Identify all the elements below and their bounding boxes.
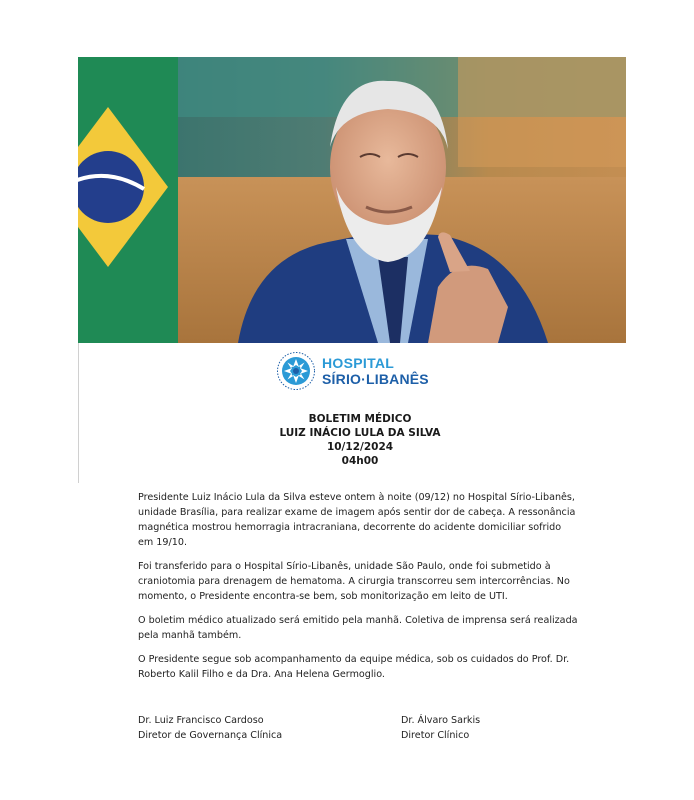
signatory-name: Dr. Luiz Francisco Cardoso [138, 715, 264, 726]
bulletin-patient: LUIZ INÁCIO LULA DA SILVA [279, 427, 441, 439]
paragraph: Foi transferido para o Hospital Sírio-Libanês, unidade São Paulo, onde foi submetido à craniotomia para drenagem de hematoma. A cirurgia transcorreu sem intercorrências. No momento, o Presidente encontra-se bem, sob monitorização em leito de UTI. [138, 561, 570, 602]
signatory-name: Dr. Álvaro Sarkis [401, 715, 481, 726]
paragraph: O Presidente segue sob acompanhamento da equipe médica, sob os cuidados do Prof. Dr. Roberto Kalil Filho e da Dra. Ana Helena Germoglio. [138, 654, 570, 680]
signatory-role: Diretor Clínico [401, 730, 470, 741]
president-photo [78, 57, 626, 343]
signatory-role: Diretor de Governança Clínica [138, 730, 283, 741]
signature-block [401, 713, 480, 743]
frame-divider [78, 343, 79, 483]
bulletin-date: 10/12/2024 [326, 441, 394, 453]
logo-hospital-word: HOSPITAL [322, 355, 395, 371]
hospital-logo [276, 349, 446, 393]
logo-hospital-name: SÍRIO·LIBANÊS [322, 371, 429, 387]
paragraph: Presidente Luiz Inácio Lula da Silva esteve ontem à noite (09/12) no Hospital Sírio-Libanês, unidade Brasília, para realizar exame de imagem após sentir dor de cabeça. A ressonância magnética mostrou hemorragia intracraniana, decorrente do acidente domiciliar sofrido em 19/10. [138, 492, 576, 548]
bulletin-body [138, 490, 578, 691]
paragraph: O boletim médico atualizado será emitido pela manhã. Coletiva de imprensa será realizada pela manhã também. [138, 615, 578, 641]
bulletin-time: 04h00 [341, 455, 379, 467]
signature-block [138, 713, 282, 743]
bulletin-heading [240, 412, 480, 468]
hospital-emblem-icon [276, 351, 316, 391]
bulletin-title: BOLETIM MÉDICO [308, 413, 412, 425]
